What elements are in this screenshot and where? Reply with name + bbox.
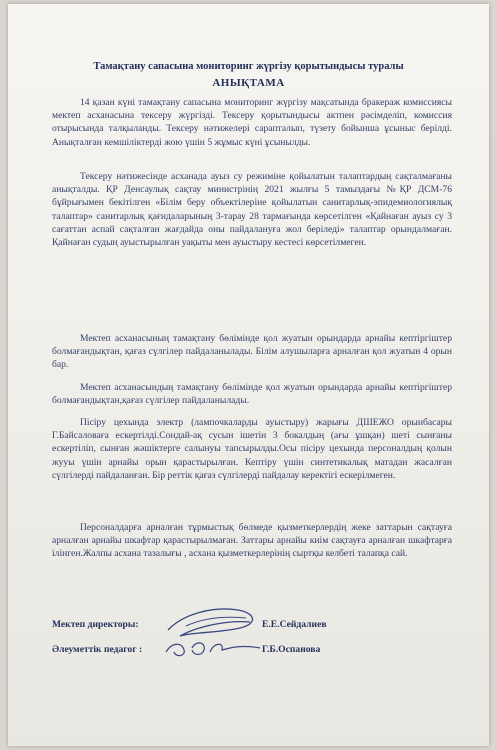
social-pedagogue-role: Әлеуметтік педагог : <box>52 644 143 655</box>
document-page <box>8 4 489 746</box>
director-role: Мектеп директоры: <box>52 619 139 630</box>
document-subtitle: АНЫҚТАМА <box>212 77 285 89</box>
paragraph-5: Пісіру цехында электр (лампочкаларды ауыстыру) жарығы ДШЕЖО орынбасары Г.Байсаловаға ескертілді.Сондай-ақ сусын ішетін 3 бокалдың (ағы ұшқан) шеті сынғаны ескертіліп, сынған жәшіктерге салынуы тапсырылды.Осы пісіру цехында персоналдың қолын жууы үшін арнайы орын қарастырылған. Кептіру үшін синтетикалық матадан жасалған сүлгілерді пайдаланған. Бір реттік қағаз сүлгілерді пайдалау керектігі ескерілмеген. <box>52 417 452 481</box>
paragraph-3: Мектеп асханасының тамақтану бөлімінде қол жуатын орындарда арнайы кептіргіштер болмағандықтан, қағаз сүлгілер пайдаланылады. Білім алушыларға арналған қол жуатын 4 орын бар. <box>52 333 452 371</box>
director-name: Е.Е.Сейдалиев <box>262 619 327 630</box>
signature-row-social-pedagogue <box>52 644 452 660</box>
social-pedagogue-name: Г.Б.Оспанова <box>262 644 321 655</box>
paragraph-2: Тексеру нәтижесінде асханада ауыз су режиміне қойылатын талаптардың сақталмағаны анықталды. ҚР Денсаулық сақтау министрінің 2021 жылғы 5 тамыздағы №ҚР ДСМ-76 бұйрығымен бекітілген «Білім беру объектілеріне қойылатын санитарлық-эпидемиологиялық талаптар» санитарлық қағидаларының 3-тарау 28 тармағында көрсетілген «Қайнаған ауыз су 3 сағаттан аспай сақталған жағдайда оны пайдалануға жол беріледі» талаптар орындалмаған. Қайнаған судың ауыстырылған уақыты мен ауыстыру кестесі көрсетілмеген. <box>52 171 452 249</box>
paragraph-1: 14 қазан күні тамақтану сапасына мониторинг жүргізу мақсатында бракераж комиссиясы мектеп асханасына тексеру жүргізді. Тексеру қорытындысы актпен рәсімделіп, комиссия отырысында талқыланды. Тексеру нәтижелері сарапталып, түзету бойынша ұсыныс берілді. Анықталған кемшіліктерді жою үшін 5 жұмыс күні ұсынылды. <box>52 97 452 148</box>
paragraph-6: Персоналдарға арналған тұрмыстық бөлмеде қызметкерлердің жеке заттарын сақтауға арналған арнайы шкафтар қарастырылмаған. Заттары арнайы киім сақтауға арналған шкафтарға ілінген.Жалпы асхана тазалығы , асхана қызметкерлерінің сыртқы келбеті талапқа сай. <box>52 522 452 560</box>
paragraph-4: Мектеп асханасындың тамақтану бөлімінде қол жуатын орындарда арнайы кептіргіштер болмағандықтан,қағаз сүлгілер пайдаланылады. <box>52 382 452 407</box>
signature-row-director <box>52 619 452 635</box>
document-title: Тамақтану сапасына мониторинг жүргізу қорытындысы туралы <box>93 61 404 72</box>
